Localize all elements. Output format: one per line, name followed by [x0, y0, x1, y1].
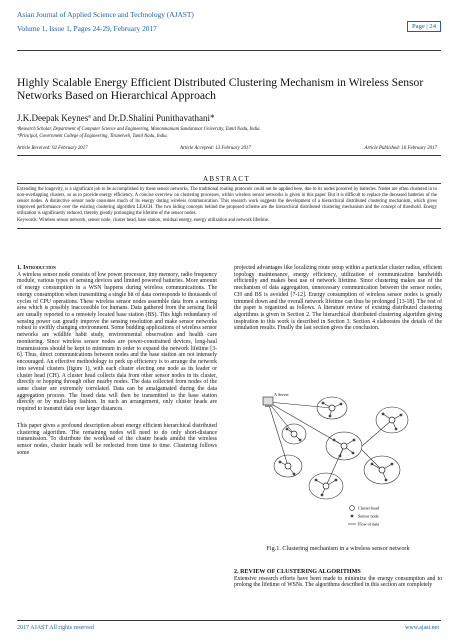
footer-copyright: 2017 AJAST All rights reserved [17, 625, 94, 631]
right-column-top [234, 265, 442, 332]
legend-cluster-head: Cluster head [358, 505, 380, 511]
cluster-head-icon [323, 483, 329, 489]
cluster-head-icon [285, 463, 291, 469]
base-station-icon [263, 397, 273, 407]
journal-name: Asian Journal of Applied Science and Technology (AJAST) [17, 10, 194, 19]
cluster-head-icon [341, 443, 347, 449]
abstract-heading: ABSTRACT [203, 175, 250, 183]
legend-cluster-head-icon [350, 506, 355, 511]
dates-rule [17, 155, 441, 156]
right-column-bottom [234, 569, 442, 589]
abstract-text: Extending the longevity, is a significant job to be accomplished by these sensor networks. The traditional routing protocols could not be applied here, due to its nodes powered by batteries. Nodes are often clustered in to non-overlapping clusters, so as to provide energy efficiency. A concise overview on clustering processes, within wireless sensor networks is given in this paper. But it is difficult to replace the deceased batteries of the sensor nodes. A distinctive sensor node consumes much of its energy during wireless communication. This research work suggests the development of a hierarchical distributed clustering mechanism, which gives improved performance over the existing clustering algorithm LEACH. The two hiding concepts behind the proposed scheme are the hierarchical distributed clustering mechanism and the concept of threshold. Energy utilization is significantly reduced, thereby greatly prolonging the lifetime of the sensor nodes. [17, 187, 437, 217]
cluster-head-icon [291, 431, 297, 437]
section1-number: 1. [17, 265, 24, 271]
legend-sensor-node-icon [351, 515, 354, 518]
legend-flow: Flow of data [358, 521, 380, 527]
affiliation-1: ªResearch Scholar, Department of Computer Science and Engineering, Manonmaniam Sundaranar University, Tamil Nadu, India. [17, 127, 261, 132]
intro-paragraph-2: This paper gives a profound description about energy efficient hierarchical distributed clustering algorithm. The remaining nodes will need to do only short-distance transmission. To distribute the workload of the cluster heads amidst the wireless sensor nodes, cluster heads will be reelected from time to time. Clustering follows some [17, 422, 217, 456]
keywords-text: Wireless sensor network, sensor node, cluster head, base station, residual energy, energy utilization and network lifetime. [37, 218, 269, 223]
cluster-head-icon [379, 467, 385, 473]
keywords-label: Keywords: [17, 218, 38, 223]
figure-legend [348, 506, 380, 527]
header-rule [17, 50, 441, 51]
clustering-figure [244, 390, 434, 528]
section1-title: Introduction [23, 265, 56, 271]
affiliations [17, 127, 437, 140]
left-column [17, 265, 217, 456]
journal-header [17, 11, 194, 38]
figure-caption: Fig.1. Clustering mechanism in a wireless sensor network [266, 545, 410, 552]
section2-heading: 2. REVIEW OF CLUSTERING ALGORITHMS [234, 569, 361, 575]
section1-heading [17, 265, 217, 272]
paper-authors: J.K.Deepak Keynesª and Dr.D.Shalini Punithavathani* [17, 113, 215, 123]
cluster-head-icon [329, 405, 335, 411]
intro-paragraph-1: A wireless sensor node consists of low power processor, tiny memory, radio frequency module, various types of sensing devices and limited powered batteries. More amount of energy consumption in a WSN happens during wireless communications. The energy consumption when transmitting a single bit of data corresponds to thousands of cycles of CPU operations. These wireless sensor nodes assemble data from a sensing area which is possibly inaccessible for humans. Data gathered from the sensing field are usually reported to a remotely located base station (BS). This high redundancy of sensing power can greatly improve the sensing resolution and make sensor networks robust to swiftly changing environment. Some budding applications of wireless sensor networks are wildlife habit study, environmental observation and health care monitoring. Since wireless sensor nodes are power-constrained devices, long-haul transmissions should be kept to minimum in order to expand the network lifetime [3-6]. Thus, direct communications between nodes and the base station are not intensely encouraged. An effective methodology to perk up efficiency is to arrange the network into several clusters (figure 1), with each cluster electing one node as its leader or cluster head (CH). A cluster head collects data from other sensor nodes in its cluster, directly or hopping through other nearby nodes. The data collected from nodes of the same cluster are extremely correlated. Data can be amalgamated during the data aggregation process. The fused data will then be transmitted to the base station directly or by multi-hop fashion. In such an arrangement, only cluster heads are required to transmit data over larger distances. [17, 271, 217, 413]
paper-title: Highly Scalable Energy Efficient Distributed Clustering Mechanism in Wireless Sensor Networks Based on Hierarchical Approach [17, 76, 424, 102]
page-number-badge: Page | 24 [407, 21, 441, 32]
date-received: Article Received: 02 February 2017 [17, 146, 88, 151]
footer-site-link[interactable]: www.ajast.net [405, 625, 439, 631]
base-station-label: A Server [274, 392, 289, 397]
footer-rule [17, 620, 441, 621]
flow-line [268, 402, 294, 434]
abstract-top-rule [17, 183, 441, 184]
section2-paragraph: Extensive research efforts have been made to minimize the energy consumption and to prolong the lifetime of WSNs. The algorithms described in this section are completely [234, 575, 442, 589]
date-published: Article Published: 16 February 2017 [364, 146, 437, 151]
affiliation-2: *Principal, Government College of Engineering, Tirunelveli, Tamil Nadu, India. [17, 133, 168, 139]
legend-sensor-node: Sensor node [358, 513, 379, 519]
cluster-head-icon [389, 417, 395, 423]
journal-volume: Volume 1, Issue 1, Pages 24-29, February 2017 [17, 23, 157, 33]
date-accepted: Article Accepted: 13 February 2017 [180, 146, 251, 151]
intro-paragraph-3: projected advantages like localizing route setup within a particular cluster radius, efficient topology maintenance, energy efficiency, utilization of communication bandwidth efficiently and makes best use of network lifetime. Since clustering makes use of the mechanism of data aggregation, unnecessary communication between the sensor nodes, CH and BS is avoided [7-12]. Energy consumption of wireless sensor nodes is greatly trimmed down and the overall network lifetime can thus be prolonged [13-18]. The rest of the paper is organized as follows. A literature review of existing distributed clustering algorithms is given in Section 2. The hierarchical distributed clustering algorithm giving inspiration to this work is described in Section 3. Section 4 elaborates the details of the simulation results. Finally the last section gives the conclusion. [234, 265, 442, 332]
abstract-bottom-rule [17, 228, 441, 229]
keywords-line [17, 218, 437, 224]
